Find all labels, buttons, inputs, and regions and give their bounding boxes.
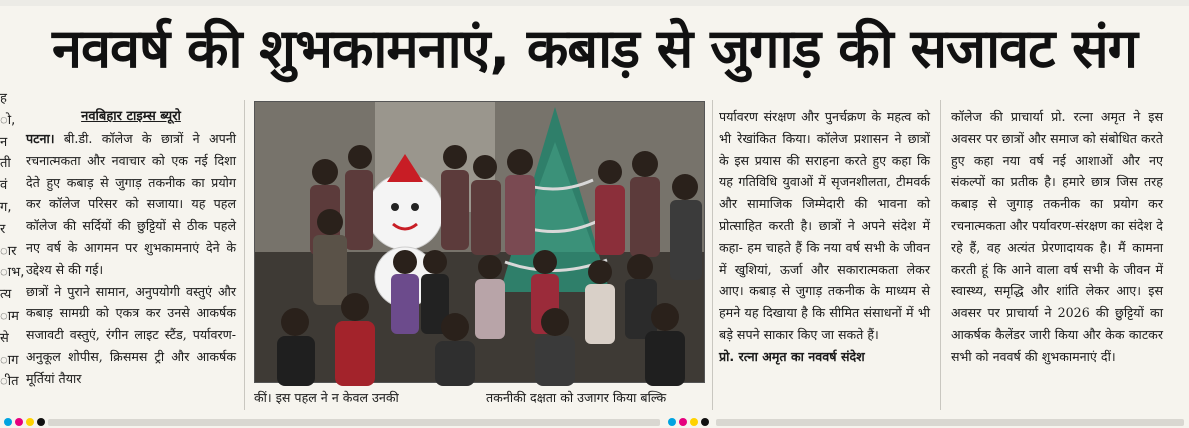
registration-dot (668, 418, 676, 426)
registration-dot (690, 418, 698, 426)
caption-right: तकनीकी दक्षता को उजागर किया बल्कि (486, 390, 667, 405)
edge-fragment: ाग (0, 352, 19, 368)
column-divider (712, 100, 713, 410)
edge-fragment: त्य (0, 287, 12, 303)
edge-fragment: ाभ, (0, 265, 25, 281)
group-photo-illustration (255, 102, 704, 382)
headline: नववर्ष की शुभकामनाएं, कबाड़ से जुगाड़ की सजावट संग (51, 17, 1138, 80)
edge-fragment: ाम (0, 308, 19, 324)
event-photo (254, 101, 705, 383)
edge-fragment: ती (0, 156, 11, 172)
registration-dot (26, 418, 34, 426)
edge-fragment: र (0, 221, 6, 237)
column-divider (244, 100, 245, 410)
edge-fragment: ग, (0, 199, 12, 215)
registration-dot (4, 418, 12, 426)
print-registration-bar (0, 416, 1189, 428)
edge-fragment: ो, (0, 112, 16, 128)
edge-fragment: से (0, 330, 9, 346)
article-column-4 (951, 106, 1163, 368)
registration-dot (679, 418, 687, 426)
registration-dot (701, 418, 709, 426)
paragraph-1-text: बी.डी. कॉलेज के छात्रों ने अपनी रचनात्मकता और नवाचार को एक नई दिशा देते हुए कबाड़ से जुगाड़ तकनीक का प्रयोग कर कॉलेज परिसर को सजाया। यह पहल कॉलेज की सर्दियों की छुट्टियों से ठीक पहले नए वर्ष के आगमन पर शुभकामनाएं देने के उद्देश्य से की गई। (26, 131, 236, 277)
paragraph-4: कॉलेज की प्राचार्या प्रो. रत्ना अमृत ने इस अवसर पर छात्रों और समाज को संबोधित करते हुए कहा नया वर्ष नई आशाओं और नए संकल्पों का प्रतीक है। हमारे छात्र जिस तरह कबाड़ से जुगाड़ तकनीक का प्रयोग कर रचनात्मकता और पर्यावरण-संरक्षण का संदेश दे रहे हैं, वह अत्यंत प्रेरणादायक है। मैं कामना करती हूं कि आने वाला वर्ष सभी के जीवन में स्वास्थ्य, समृद्धि और शांति लेकर आए। इस अवसर पर प्राचार्या ने 2026 की छुट्टियों का आकर्षक कैलेंडर जारी किया और केक काटकर सभी को नववर्ष की शुभकामनाएं दीं। (951, 109, 1163, 364)
registration-dots-left (4, 418, 45, 426)
top-strip (0, 0, 1189, 6)
edge-fragment: न (0, 134, 8, 150)
registration-dots-right (668, 418, 709, 426)
registration-dot (37, 418, 45, 426)
caption-left: कीं। इस पहल ने न केवल उनकी (254, 390, 399, 405)
edge-fragment: ीत (0, 374, 19, 390)
column-divider (940, 100, 941, 410)
byline: नवबिहार टाइम्स ब्यूरो (81, 109, 181, 124)
registration-dot (15, 418, 23, 426)
photo-caption-continuation (254, 387, 703, 409)
edge-fragment: ह (0, 91, 7, 106)
paragraph-2: छात्रों ने पुराने सामान, अनुपयोगी वस्तुएं और कबाड़ सामग्री को एकत्र कर उनसे आकर्षक सजावटी वस्तुएं, रंगीन लाइट स्टैंड, पर्यावरण-अनुकूल शोपीस, क्रिसमस ट्री और आकर्षक मूर्तियां तैयार (26, 283, 236, 386)
paragraph-1 (26, 128, 236, 281)
left-edge-text-fragments (0, 88, 25, 393)
edge-fragment: ार (0, 243, 17, 259)
article-column-3 (719, 106, 930, 368)
grey-rule-right (716, 419, 1184, 426)
subheading-principal-message: प्रो. रत्ना अमृत का नववर्ष संदेश (719, 348, 865, 364)
dateline: पटना। (26, 131, 55, 146)
grey-rule-left (48, 419, 660, 426)
article-column-1 (26, 106, 236, 390)
edge-fragment: वं (0, 178, 8, 194)
paragraph-3: पर्यावरण संरक्षण और पुनर्चक्रण के महत्व को भी रेखांकित किया। कॉलेज प्रशासन ने छात्रों के इस प्रयास की सराहना करते हुए कहा कि यह गतिविधि युवाओं में सृजनशीलता, टीमवर्क और सामाजिक जिम्मेदारी की भावना को प्रोत्साहित करती है। छात्रों ने अपने संदेश में कहा- हम चाहते हैं कि नया वर्ष सभी के जीवन में खुशियां, ऊर्जा और सकारात्मकता लेकर आए। कबाड़ से जुगाड़ तकनीक के माध्यम से हमने यह दिखाया है कि सीमित संसाधनों में भी बड़े सपने साकार किए जा सकते हैं। (719, 109, 930, 342)
